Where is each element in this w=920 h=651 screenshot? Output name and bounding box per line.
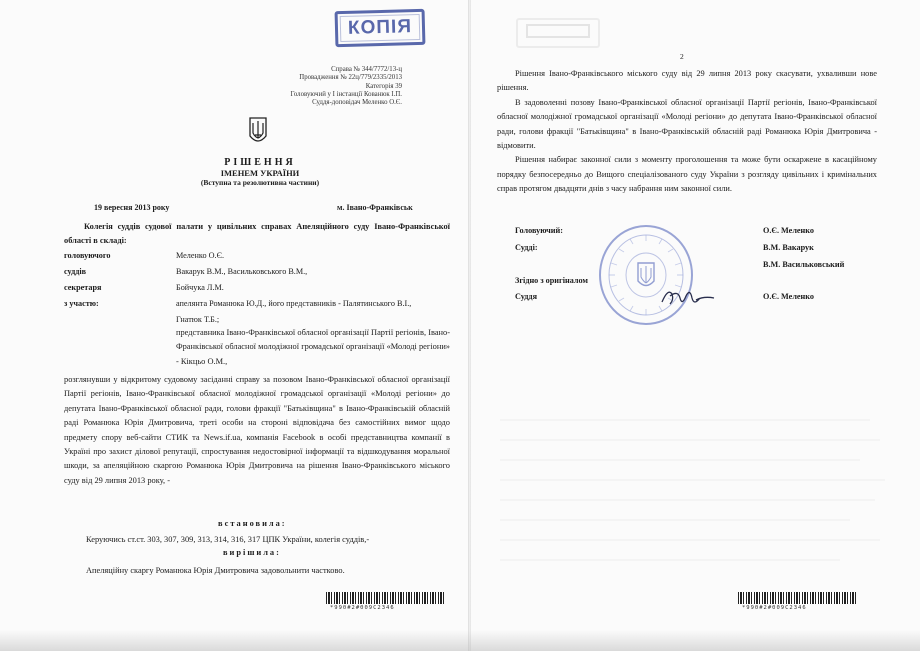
considered-paragraph: розглянувши у відкритому судовому засіданні справу за позовом Івано-Франківської обласної організації Партії регіонів, Івано-Франківської обласної молодіжної громадської організації «Молоді регіони» до депутата Івано-Франківської обласної ради, голови фракції "Батьківщина" в Івано-Франківській обласній раді Романюка Юрія Дмитровича, треті особи на стороні відповідача без самостійних вимог щодо предмету спору веб-сайти СТИК та News.if.ua, компанія Facebook в особі представництва компанії в Україні про захист ділової репутації, спростування недостовірної інформації та відшкодування моральної шкоди, за апеляційною скаргою Романюка Юрія Дмитровича на рішення Івано-Франківського міського суду від 29 липня 2013 року, - bbox=[64, 375, 450, 485]
established-heading: встановила: bbox=[218, 519, 287, 528]
role-secretary: секретаря bbox=[64, 283, 102, 292]
representative-paragraph: представника Івано-Франківської обласної організації Партії регіонів, Івано-Франківської обласної молодіжної громадської організації «Молоді регіони» - Кікцьо О.М., bbox=[176, 328, 450, 366]
case-info-line: Суддя-доповідач Меленко О.Є. bbox=[312, 99, 402, 107]
case-info-line: Провадження № 22ц/779/2335/2013 bbox=[299, 74, 402, 82]
value-secretary: Бойчука Л.М. bbox=[176, 283, 224, 292]
coat-of-arms-icon bbox=[248, 116, 268, 146]
right-paragraph: Рішення набирає законної сили з моменту проголошення та може бути оскаржене в касаційному порядку безпосередньо до Вищого спеціалізованого суду України з розгляду цивільних і кримінальних справ протягом двадцяти днів з часу набрання ним законної сили. bbox=[497, 155, 877, 194]
document-note: (Вступна та резолютивна частини) bbox=[200, 178, 320, 187]
court-seal-icon bbox=[597, 223, 695, 327]
participant-continuation: Гнатюк Т.Б.; bbox=[176, 315, 220, 324]
decided-heading: вирішила: bbox=[223, 548, 281, 557]
judge-label: Суддя bbox=[515, 292, 537, 301]
decision-city: м. Івано-Франківськ bbox=[337, 203, 413, 212]
left-barcode-text: *990#2#009C2346 bbox=[330, 605, 395, 611]
appeal-paragraph: Апеляційну скаргу Романюка Юрія Дмитровича задовольнити частково. bbox=[86, 566, 345, 575]
copy-stamp-ghost bbox=[516, 18, 600, 48]
page-number: 2 bbox=[680, 52, 684, 61]
collegium-paragraph: Колегія суддів судової палати у цивільних справах Апеляційного суду Івано-Франківської області в складі: bbox=[64, 222, 450, 246]
decision-date: 19 вересня 2013 року bbox=[94, 203, 170, 212]
case-info-line: Справа № 344/7772/13-ц bbox=[331, 66, 402, 73]
value-judges: Вакарук В.М., Васильковського В.М., bbox=[176, 267, 308, 276]
value-participants: апелянта Романюка Ю.Д., його представників - Палятинського В.І., bbox=[176, 299, 412, 308]
right-paragraphs bbox=[497, 67, 877, 197]
judge-signature-icon bbox=[658, 284, 718, 310]
copy-stamp: КОПІЯ bbox=[335, 9, 426, 47]
ghost-stamp-icon bbox=[523, 20, 593, 42]
document-title: РІШЕННЯ bbox=[224, 157, 296, 168]
role-presiding: головуючого bbox=[64, 251, 111, 260]
case-info-line: Головуючий у І інстанції Кованюк І.П. bbox=[290, 90, 402, 98]
right-paragraph: Рішення Івано-Франківського міського суду від 29 липня 2013 року скасувати, ухваливши нове рішення. bbox=[497, 69, 877, 93]
case-info-line: Категорія 39 bbox=[365, 82, 402, 90]
case-info bbox=[232, 66, 402, 107]
judge1-name: В.М. Вакарук bbox=[763, 243, 814, 252]
value-presiding: Меленко О.Є. bbox=[176, 251, 225, 260]
presiding-label: Головуючий: bbox=[515, 226, 563, 235]
right-barcode-text: *990#2#009C2346 bbox=[742, 605, 807, 611]
judge-name: О.Є. Меленко bbox=[763, 292, 814, 301]
bleed-through-shadow bbox=[490, 400, 900, 630]
scan-shadow bbox=[0, 630, 920, 651]
presiding-name: О.Є. Меленко bbox=[763, 226, 814, 235]
role-participants: з участю: bbox=[64, 299, 99, 308]
document-subtitle: ІМЕНЕМ УКРАЇНИ bbox=[220, 168, 300, 178]
certified-label: Згідно з оригіналом bbox=[515, 276, 588, 285]
left-barcode bbox=[326, 592, 444, 604]
judge2-name: В.М. Васильковський bbox=[763, 260, 845, 269]
judges-label: Судді: bbox=[515, 243, 538, 252]
page-fold bbox=[468, 0, 471, 651]
guided-paragraph: Керуючись ст.ст. 303, 307, 309, 313, 314, 316, 317 ЦПК України, колегія суддів,- bbox=[86, 535, 370, 544]
role-judges: суддів bbox=[64, 267, 87, 276]
title-block bbox=[190, 157, 330, 188]
right-paragraph: В задоволенні позову Івано-Франківської обласної організації Партії регіонів, Івано-Франківської обласної молодіжної громадської організації «Молоді регіони» до депутата Івано-Франківської обласної ради, голови фракції "Батьківщина" в Івано-Франківській обласній раді Романюка Юрія Дмитровича - відмовити. bbox=[497, 97, 877, 151]
